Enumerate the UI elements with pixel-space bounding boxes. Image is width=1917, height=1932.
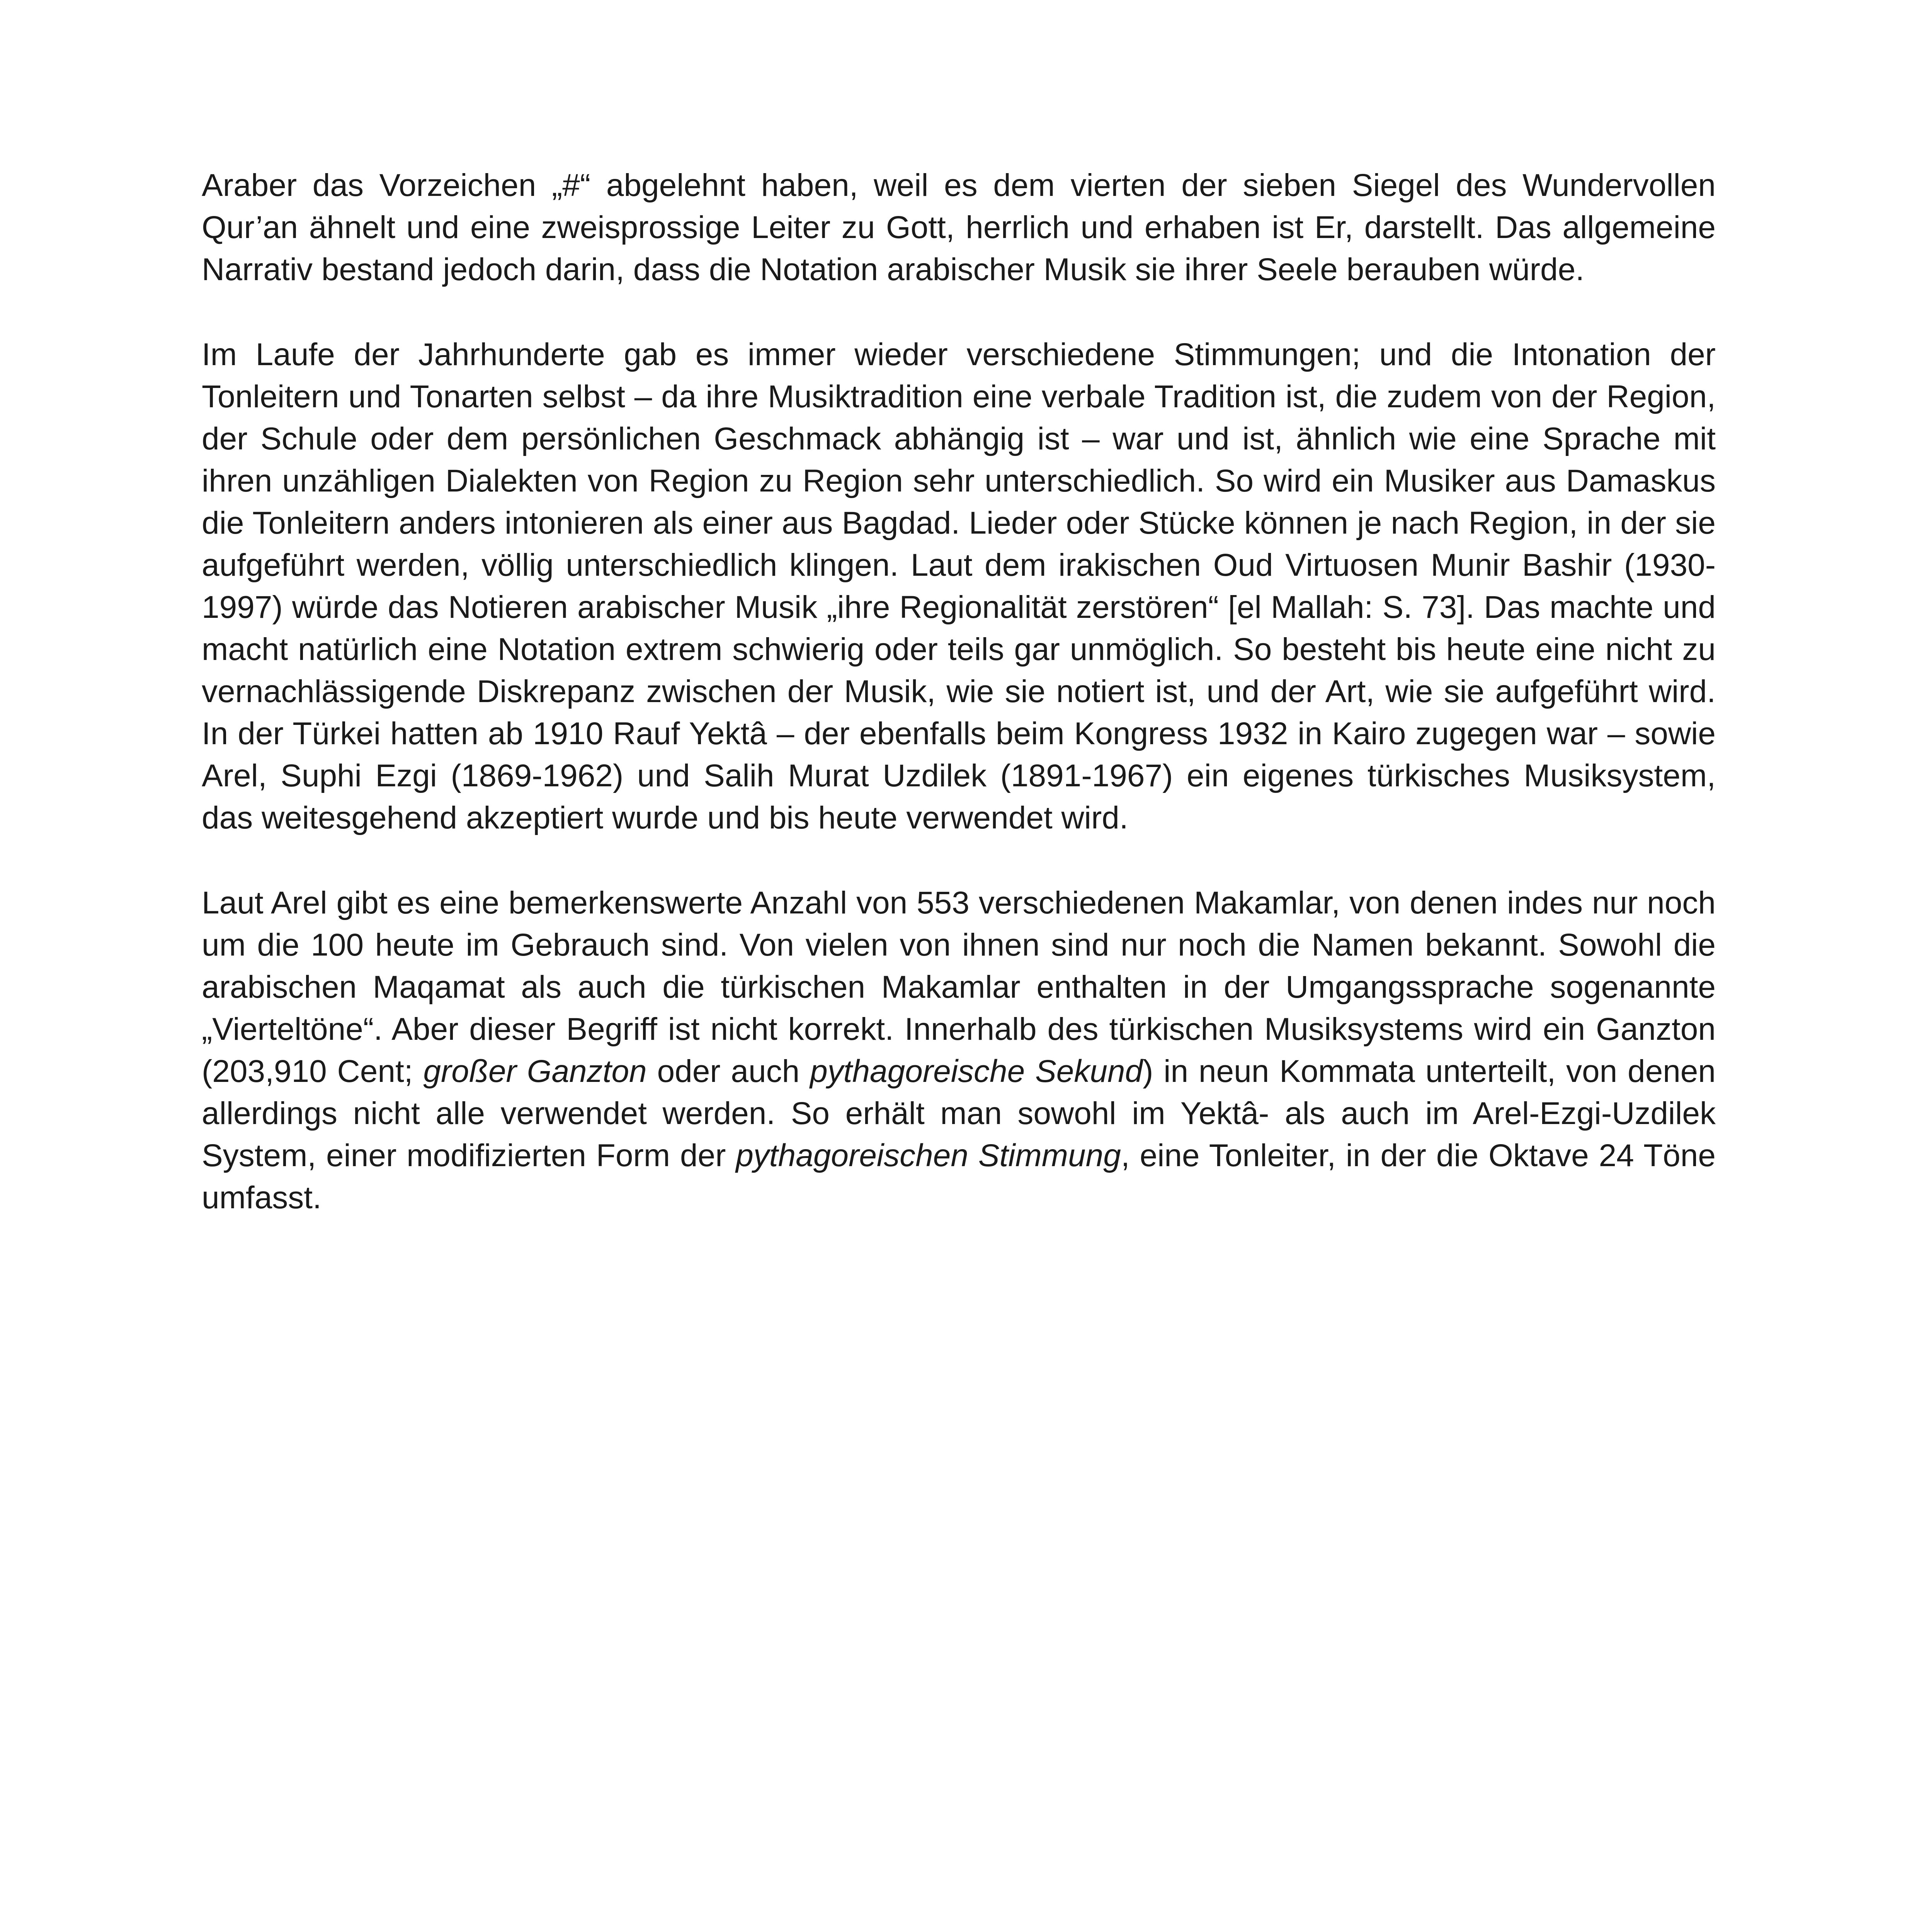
italic-term: großer Ganzton — [423, 1054, 647, 1089]
paragraph — [202, 164, 1716, 291]
text-run: Im Laufe der Jahrhunderte gab es immer wieder verschiedene Stimmungen; und die Intonation der Tonleitern und Tonarten selbst – da ihre Musiktradition eine verbale Tradition ist, die zudem von der Region, der Schule oder dem persönlichen Geschmack abhängig ist – war und ist, ähnlich wie eine Sprache mit ihren unzähligen Dialekten von Region zu Region sehr unterschiedlich. So wird ein Musiker aus Damaskus die Tonleitern anders intonieren als einer aus Bagdad. Lieder oder Stücke können je nach Region, in der sie aufgeführt werden, völlig unterschiedlich klingen. Laut dem irakischen Oud Virtuosen Munir Bashir (1930-1997) würde das Notieren arabischer Musik „ihre Regionalität zerstören“ [el Mallah: S. 73]. Das machte und macht natürlich eine Notation extrem schwierig oder teils gar unmöglich. So besteht bis heute eine nicht zu vernachlässigende Diskrepanz zwischen der Musik, wie sie notiert ist, und der Art, wie sie aufgeführt wird. In der Türkei hatten ab 1910 Rauf Yektâ – der ebenfalls beim Kongress 1932 in Kairo zugegen war – sowie Arel, Suphi Ezgi (1869-1962) und Salih Murat Uzdilek (1891-1967) ein eigenes türkisches Musiksystem, das weitesgehend akzeptiert wurde und bis heute verwendet wird. — [202, 337, 1716, 835]
text-run: Araber das Vorzeichen „#“ abgelehnt haben, weil es dem vierten der sieben Siegel des Wundervollen Qur’an ähnelt und eine zweisprossige Leiter zu Gott, herrlich und erhaben ist Er, darstellt. Das allgemeine Narrativ bestand jedoch darin, dass die Notation arabischer Musik sie ihrer Seele berauben würde. — [202, 168, 1716, 287]
text-run: ) in neun Kommata unterteilt, von denen allerdings nicht alle verwendet werden. So erhält man sowohl im Yektâ- als auch im Arel-Ezgi-Uzdilek System, einer modifizierten Form der — [202, 1054, 1716, 1173]
italic-term: pythagoreischen Stimmung — [736, 1138, 1121, 1173]
text-run: Laut Arel gibt es eine bemerkenswerte Anzahl von 553 verschiedenen Makamlar, von denen indes nur noch um die 100 heute im Gebrauch sind. Von vielen von ihnen sind nur noch die Namen bekannt. Sowohl die arabischen Maqamat als auch die türkischen Makamlar enthalten in der Umgangssprache sogenannte „Vierteltöne“. Aber dieser Begriff ist nicht korrekt. Innerhalb des türkischen Musiksystems wird ein Ganzton (203,910 Cent; — [202, 885, 1716, 1089]
text-run: oder auch — [646, 1054, 810, 1089]
paragraph — [202, 333, 1716, 839]
text-run: , eine Tonleiter, in der die Oktave 24 Töne umfasst. — [202, 1138, 1716, 1215]
paragraph — [202, 882, 1716, 1219]
body-text — [202, 164, 1716, 1262]
italic-term: pythagoreische Sekund — [810, 1054, 1143, 1089]
